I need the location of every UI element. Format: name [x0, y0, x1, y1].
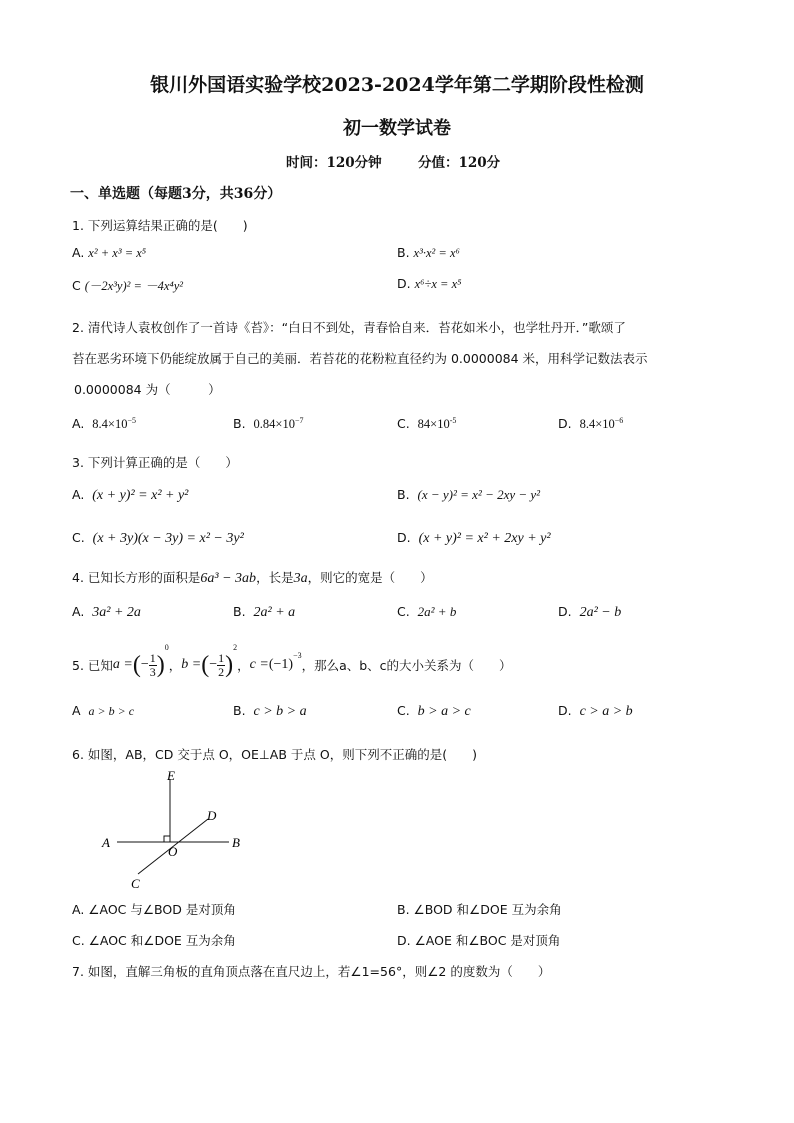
q5-stem-pre: 5. 已知: [72, 658, 113, 673]
q1-option-a-expr: x² + x³ = x⁵: [88, 246, 147, 260]
section-heading: 一、单选题（每题3分，共36分）: [70, 186, 282, 202]
q5-c-var: c =: [249, 657, 269, 672]
question-7-stem: 7. 如图，直解三角板的直角顶点落在直尺边上，若∠1=56°，则∠2 的度数为（ ）: [72, 964, 551, 979]
q1-option-b: [397, 245, 460, 261]
q1-option-b-label: B.: [397, 245, 410, 260]
q3-option-c-expr: (x + 3y)(x − 3y) = x² − 3y²: [92, 531, 244, 546]
q2-option-d: [558, 416, 623, 432]
score-label: 分值：120分: [418, 155, 501, 171]
q5-option-d: [558, 703, 633, 720]
q5-a-var: a =: [112, 657, 133, 672]
q4-option-d-label: D.: [558, 604, 572, 619]
q2-option-b-label: B.: [233, 416, 246, 432]
q2-option-c-exp: -5: [449, 416, 457, 425]
question-6-stem: 6. 如图，AB，CD 交于点 O，OE⊥AB 于点 O，则下列不正确的是( ): [72, 747, 477, 762]
q6-option-d: D. ∠AOE 和∠BOC 是对顶角: [397, 933, 561, 948]
question-2-line-2: 苔在恶劣环境下仍能绽放属于自己的美丽．若苔花的花粉粒直径约为 0.0000084 米，用科学记数法表示: [72, 351, 648, 366]
q2-option-a-label: A.: [72, 416, 85, 432]
q3-option-a-expr: (x + y)² = x² + y²: [92, 488, 189, 503]
q5-option-a-label: A: [72, 703, 81, 718]
q3-option-b-expr: (x − y)² = x² − 2xy − y²: [417, 487, 541, 502]
q3-option-d-label: D.: [397, 530, 411, 545]
label-e: E: [167, 768, 175, 783]
q5-b-var: b =: [181, 657, 202, 672]
q5-c-base: (−1): [268, 657, 294, 672]
q1-option-d: [397, 276, 461, 292]
q2-option-a: [72, 416, 136, 432]
q5-a-denominator: 3: [149, 664, 156, 679]
q3-option-c-label: C.: [72, 530, 85, 545]
q4-option-a: [72, 604, 141, 621]
page-title: 银川外国语实验学校2023-2024学年第二学期阶段性检测: [150, 74, 644, 96]
q1-option-c: [72, 276, 183, 294]
q5-c-exponent: −3: [293, 651, 302, 660]
q1-option-a: [72, 245, 146, 261]
q2-option-a-base: 8.4×10: [92, 417, 128, 432]
q5-option-b: [233, 703, 307, 720]
q2-option-c-label: C.: [397, 416, 410, 432]
q3-option-a-label: A.: [72, 487, 85, 502]
q4-length-expr: 3a: [293, 571, 308, 586]
q1-option-b-expr: x³·x² = x⁶: [413, 246, 460, 260]
q2-option-d-base: 8.4×10: [579, 417, 615, 432]
question-1-stem: 1. 下列运算结果正确的是( ): [72, 218, 248, 233]
q2-option-b-base: 0.84×10: [253, 417, 295, 432]
question-4-stem: [72, 568, 433, 587]
q3-option-d: [397, 530, 551, 547]
q2-option-b: [233, 416, 303, 432]
q2-option-d-label: D.: [558, 416, 572, 432]
q4-option-d: [558, 604, 621, 621]
q5-b-exponent: 2: [233, 643, 238, 652]
question-2-line-1: 2. 清代诗人袁枚创作了一首诗《苔》：“白日不到处，青春恰自来．苔花如米小，也学牡丹开．”歌颂了: [72, 320, 626, 335]
q5-a-exponent: 0: [164, 643, 169, 652]
q3-option-c: [72, 530, 244, 547]
q4-option-c-expr: 2a² + b: [417, 604, 457, 619]
q4-option-b-label: B.: [233, 604, 246, 619]
q2-option-c-base: 84×10: [417, 417, 450, 432]
q2-option-c: [397, 416, 456, 432]
q3-option-a: [72, 487, 188, 504]
q5-stem-post: ，那么a、b、c的大小关系为（ ）: [301, 658, 512, 673]
label-b: B: [232, 835, 240, 850]
question-5-stem: 5. 已知 a = ( − $\frac{1}{3}$ ) $^0$ ， b = ( − $\frac{1}{2}$ ) $^2$ ， c = (−1) $^{-3}$ ，那么a、b、c的大小关系为（ ）: [72, 643, 512, 679]
q6-option-c: C. ∠AOC 和∠DOE 互为余角: [72, 933, 236, 948]
q6-option-a: A. ∠AOC 与∠BOD 是对顶角: [72, 902, 236, 917]
q4-option-b-expr: 2a² + a: [253, 605, 296, 620]
right-angle-marker: [164, 836, 170, 842]
q2-option-b-exp: −7: [294, 416, 304, 425]
q6-option-b: B. ∠BOD 和∠DOE 互为余角: [397, 902, 562, 917]
q4-stem-mid: ，长是: [256, 570, 294, 585]
q4-option-c: [397, 604, 456, 620]
q3-option-b: [397, 487, 540, 503]
q5-option-a: [72, 703, 134, 719]
q1-option-c-label: C: [72, 278, 81, 293]
q5-option-b-label: B.: [233, 703, 246, 718]
q5-option-c: [397, 703, 471, 720]
q4-stem-post: ，则它的宽是（ ）: [307, 570, 433, 585]
label-o: O: [168, 844, 178, 859]
q3-option-d-expr: (x + y)² = x² + 2xy + y²: [418, 531, 551, 546]
q5-b-denominator: 2: [218, 664, 225, 679]
q1-option-d-label: D.: [397, 276, 411, 291]
q2-option-a-exp: −5: [127, 416, 136, 425]
q5-option-c-label: C.: [397, 703, 410, 718]
q6-geometry-figure: [95, 765, 255, 895]
q2-option-d-exp: −6: [614, 416, 624, 425]
q4-area-expr: 6a³ − 3ab: [200, 571, 257, 586]
q5-b-numerator: 1: [218, 650, 225, 665]
q3-option-b-label: B.: [397, 487, 410, 502]
time-label: 时间：120分钟: [286, 155, 382, 171]
q5-option-d-expr: c > a > b: [579, 704, 633, 719]
q4-option-a-expr: 3a² + 2a: [92, 605, 141, 620]
q5-option-d-label: D.: [558, 703, 572, 718]
q4-stem-pre: 4. 已知长方形的面积是: [72, 570, 201, 585]
q4-option-b: [233, 604, 295, 621]
q4-option-a-label: A.: [72, 604, 85, 619]
q5-option-b-expr: c > b > a: [253, 704, 307, 719]
label-c: C: [131, 876, 140, 891]
q1-option-d-expr: x⁶÷x = x⁵: [414, 277, 462, 291]
question-3-stem: 3. 下列计算正确的是（ ）: [72, 455, 238, 470]
q4-option-d-expr: 2a² − b: [579, 605, 622, 620]
q4-option-c-label: C.: [397, 604, 410, 619]
label-d: D: [207, 808, 217, 823]
q5-a-numerator: 1: [149, 650, 156, 665]
q5-option-a-expr: a > b > c: [88, 704, 135, 718]
q1-option-a-label: A.: [72, 245, 85, 260]
q1-option-c-expr: (－2x³y)² = －4x⁴y²: [84, 279, 184, 293]
page-subtitle: 初一数学试卷: [343, 118, 451, 139]
q5-option-c-expr: b > a > c: [417, 704, 471, 719]
question-2-line-3: 0.0000084 为（ ）: [74, 382, 221, 397]
label-a: A: [102, 835, 110, 850]
